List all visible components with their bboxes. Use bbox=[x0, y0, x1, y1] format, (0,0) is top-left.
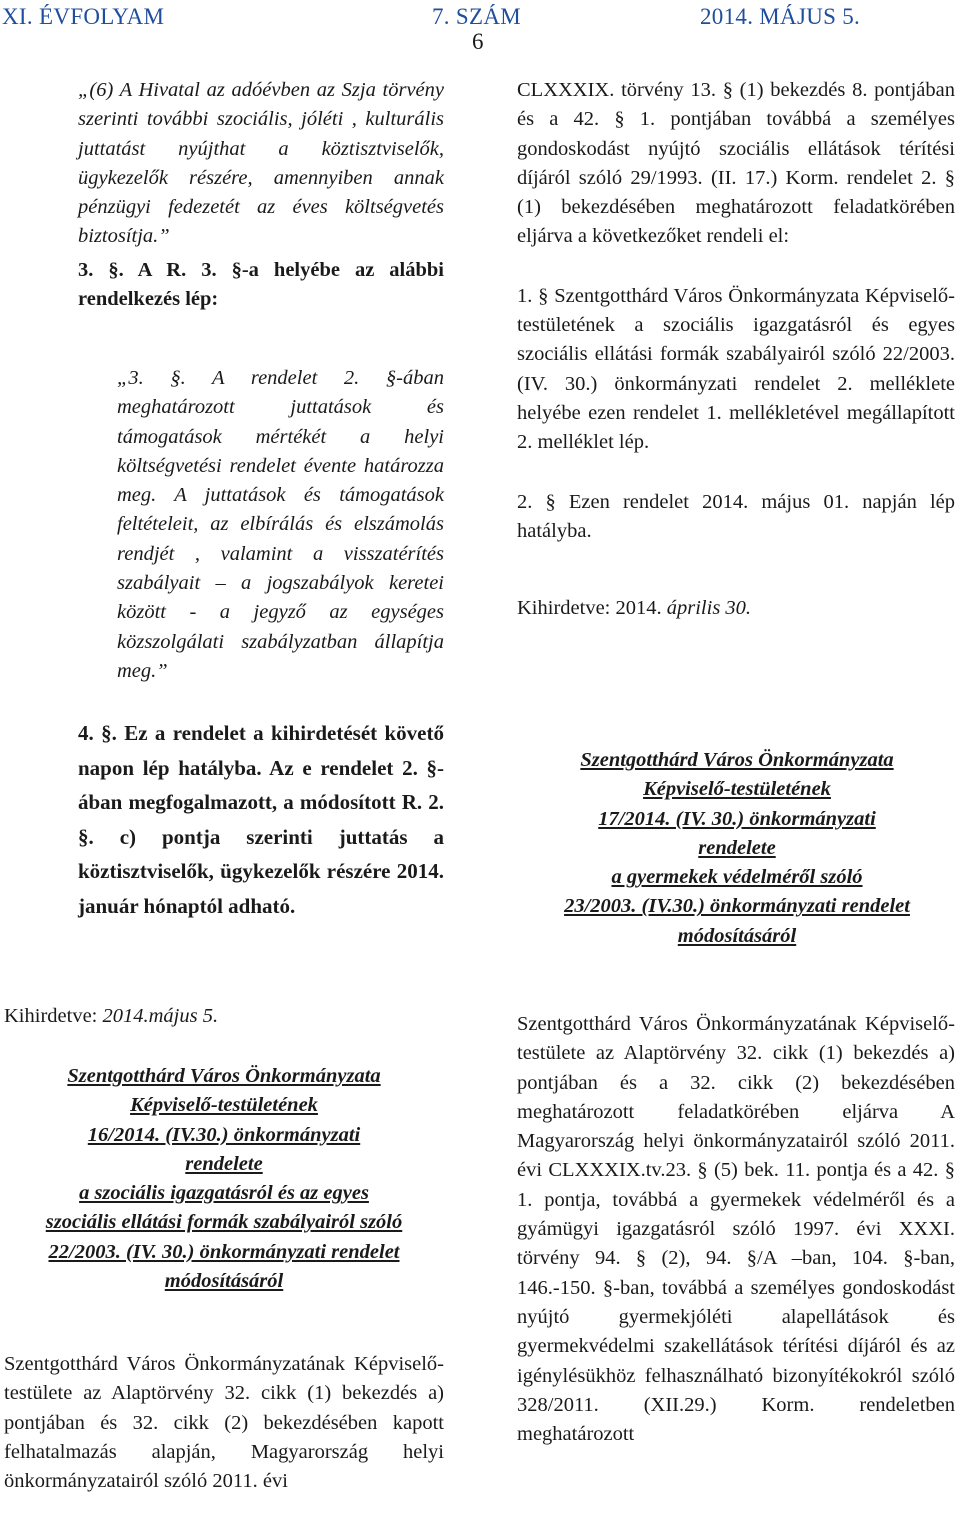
page-number: 6 bbox=[472, 29, 484, 54]
legal-basis-continuation: CLXXXIX. törvény 13. § (1) bekezdés 8. pontjában és a 42. § 1. pontjában továbbá a személyes gondoskodást nyújtó szociális ellátások térítési díjáról szóló 29/1993. (II. 17.) Korm. rendelet 2. § (1) bekezdésében meghatározott feladatkörében eljárva a következőket rendeli el: bbox=[517, 79, 955, 248]
title-line: 17/2014. (IV. 30.) önkormányzati bbox=[598, 807, 876, 830]
right-preamble bbox=[517, 1010, 955, 1449]
quoted-section-3: „3. §. A rendelet 2. §-ában meghatározott juttatások és támogatások mértékét a helyi költségvetési rendelet évente határozza meg. A juttatások és támogatások feltételeit, az elbírálás és elszámolás rendjét , valamint a visszatérítés szabályait – a jogszabályok keretei között - a jegyző az egységes közszolgálati szabályzatban állapítja meg.” bbox=[117, 367, 444, 682]
left-decree-title bbox=[0, 1062, 448, 1296]
preamble-text: Szentgotthárd Város Önkormányzatának Képviselő-testülete az Alaptörvény 32. cikk (1) bekezdés a) pontjában és 32. cikk (2) bekezdésében kapott felhatalmazás alapján, Magyarország helyi önkormányzatairól szóló 2011. évi bbox=[4, 1353, 444, 1493]
date-label: 2014. MÁJUS 5. bbox=[700, 4, 861, 29]
right-promulgation bbox=[517, 594, 955, 623]
section-4: 4. §. Ez a rendelet a kihirdetését követő napon lép hatályba. Az e rendelet 2. §-ában megfogalmazott, a módosított R. 2. §. c) pontja szerinti juttatás a köztisztviselők, ügykezelők részére 2014. január hónaptól adható. bbox=[78, 721, 444, 918]
title-line: szociális ellátási formák szabályairól szóló bbox=[45, 1211, 403, 1234]
page-header bbox=[0, 4, 960, 32]
section-3-intro: 3. §. A R. 3. §-a helyébe az alábbi rendelkezés lép: bbox=[78, 258, 444, 311]
title-line: Képviselő-testületének bbox=[130, 1094, 318, 1117]
article-2: 2. § Ezen rendelet 2014. május 01. napján lép hatályba. bbox=[517, 490, 955, 542]
article-1: 1. § Szentgotthárd Város Önkormányzata Képviselő-testületének a szociális igazgatásról és egyes szociális ellátási formák szabályairól szóló 22/2003. (IV. 30.) önkormányzati rendelet 2. melléklete helyébe ezen rendelet 1. mellékletével megállapított 2. melléklet lép. bbox=[517, 284, 955, 454]
title-line: Képviselő-testületének bbox=[643, 778, 831, 801]
title-line: módosításáról bbox=[677, 924, 797, 947]
title-line: módosításáról bbox=[164, 1270, 284, 1293]
title-line: rendelete bbox=[185, 1152, 263, 1175]
title-line: 22/2003. (IV. 30.) önkormányzati rendelet bbox=[48, 1240, 400, 1263]
right-decree-title bbox=[514, 746, 960, 951]
preamble-text: Szentgotthárd Város Önkormányzatának Képviselő-testülete az Alaptörvény 32. cikk (1) bekezdés a) pontjában és a 32. cikk (2) bekezdésében meghatározott feladatkörében eljárva A Magyarország helyi önkormányzatairól szóló 2011. évi CLXXXIX.tv.23. § (5) bek. 11. pontja és a 42. § 1. pontja, továbbá a gyermekek védelméről és a gyámügyi igazgatásról szóló 1997. évi XXXI. törvény 94. § (2), 94. §/A –ban, 104. §-ban, 146.-150. §-ban, továbbá a személyes gondoskodást nyújtó gyermekjóléti alapellátások és gyermekvédelmi szakellátások térítési díjáról és az igénylésükhöz felhasználható bizonyítékokról szóló 328/2011. (XII.29.) Korm. rendeletben meghatározott bbox=[517, 1013, 955, 1446]
volume-label: XI. ÉVFOLYAM bbox=[2, 4, 165, 29]
title-line: Szentgotthárd Város Önkormányzata bbox=[67, 1065, 381, 1087]
title-line: a szociális igazgatásról és az egyes bbox=[79, 1182, 369, 1205]
left-preamble bbox=[4, 1350, 444, 1496]
right-column-upper bbox=[517, 76, 955, 623]
title-line: 16/2014. (IV.30.) önkormányzati bbox=[87, 1123, 361, 1146]
title-line: a gyermekek védelméről szóló bbox=[611, 866, 863, 889]
left-column-section4 bbox=[78, 716, 444, 923]
promulgated-date: április 30. bbox=[666, 597, 752, 620]
left-column-upper bbox=[78, 76, 444, 314]
title-line: Szentgotthárd Város Önkormányzata bbox=[580, 749, 894, 771]
left-column-quote bbox=[117, 364, 444, 686]
promulgated-label: Kihirdetve: 2014. bbox=[517, 597, 667, 620]
quoted-paragraph-6: „(6) A Hivatal az adóévben az Szja törvény szerinti további szociális, jóléti , kulturális juttatást nyújthat a köztisztviselők, ügykezelők részére, amennyiben annak pénzügyi fedezetét az éves költségvetés biztosítja.” bbox=[78, 79, 444, 248]
left-promulgation bbox=[4, 1002, 444, 1031]
title-line: rendelete bbox=[698, 836, 776, 859]
promulgated-label: Kihirdetve: bbox=[4, 1005, 103, 1027]
issue-label: 7. SZÁM bbox=[432, 4, 522, 29]
promulgated-date: 2014.május 5. bbox=[102, 1005, 219, 1027]
title-line: 23/2003. (IV.30.) önkormányzati rendelet bbox=[564, 895, 910, 918]
